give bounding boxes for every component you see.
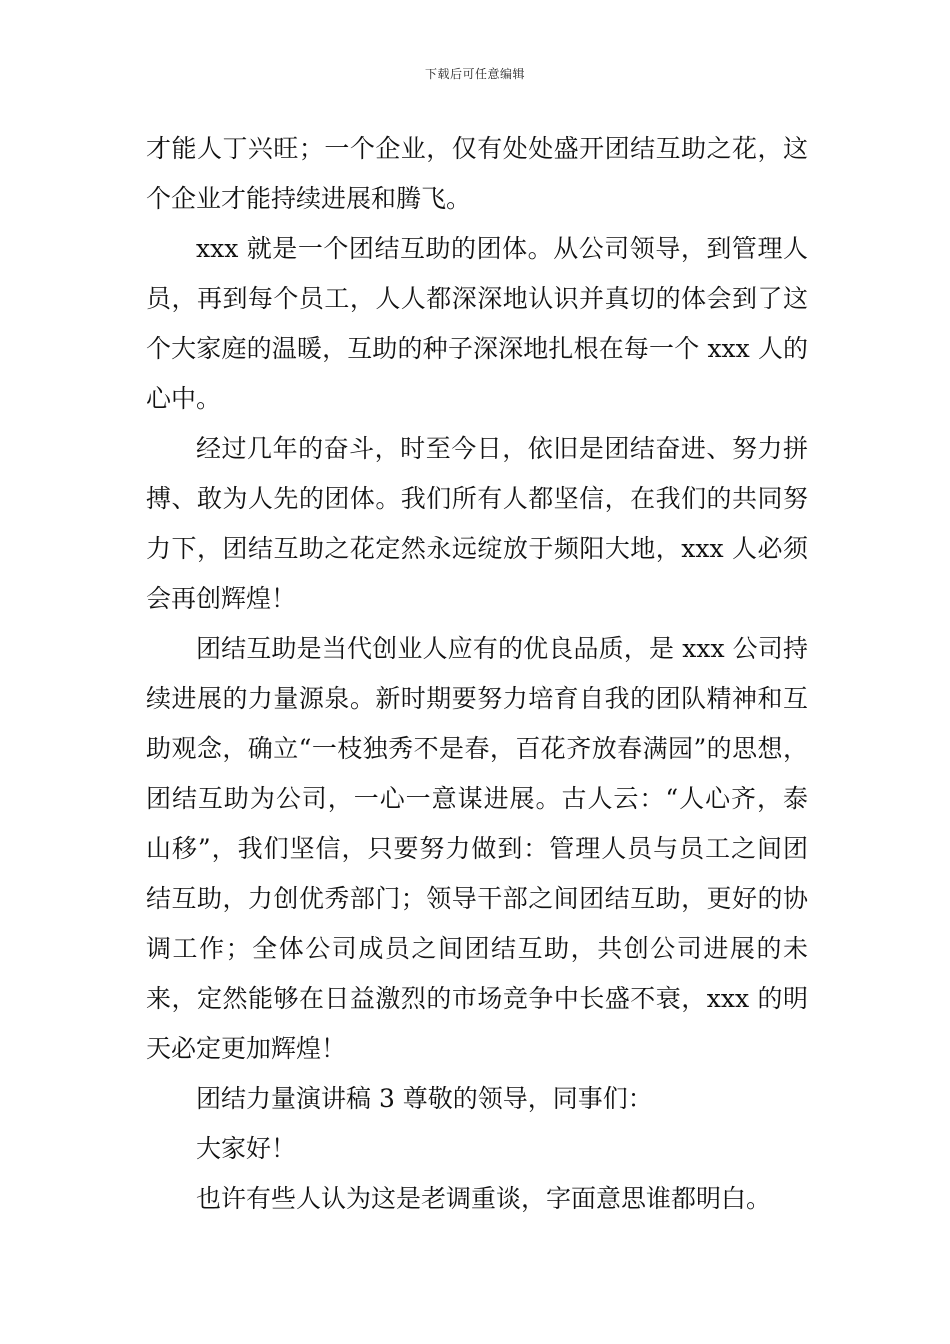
paragraph-1: 才能人丁兴旺；一个企业，仅有处处盛开团结互助之花，这个企业才能持续进展和腾飞。 xyxy=(146,134,808,213)
document-body xyxy=(146,124,808,1224)
paragraph-7: 也许有些人认为这是老调重谈，字面意思谁都明白。 xyxy=(196,1184,772,1213)
page-header: 下载后可任意编辑 xyxy=(424,67,525,81)
paragraph-2: xxx 就是一个团结互助的团体。从公司领导，到管理人员，再到每个员工，人人都深深地认识并真切的体会到了这个大家庭的温暖，互助的种子深深地扎根在每一个 xxx 人的心中。 xyxy=(146,234,808,413)
paragraph-6: 大家好！ xyxy=(196,1134,297,1163)
paragraph-5: 团结力量演讲稿 3 尊敬的领导，同事们： xyxy=(196,1084,653,1113)
paragraph-4: 团结互助是当代创业人应有的优良品质，是 xxx 公司持续进展的力量源泉。新时期要努力培育自我的团队精神和互助观念，确立“一枝独秀不是春，百花齐放春满园”的思想，团结互助为公司，一心一意谋进展。古人云：“人心齐，泰山移”，我们坚信，只要努力做到：管理人员与员工之间团结互助，力创优秀部门；领导干部之间团结互助，更好的协调工作；全体公司成员之间团结互助，共创公司进展的未来，定然能够在日益激烈的市场竞争中长盛不衰，xxx 的明天必定更加辉煌！ xyxy=(146,634,808,1063)
paragraph-3: 经过几年的奋斗，时至今日，依旧是团结奋进、努力拼搏、敢为人先的团体。我们所有人都坚信，在我们的共同努力下，团结互助之花定然永远绽放于频阳大地，xxx 人必须会再创辉煌！ xyxy=(146,434,808,613)
